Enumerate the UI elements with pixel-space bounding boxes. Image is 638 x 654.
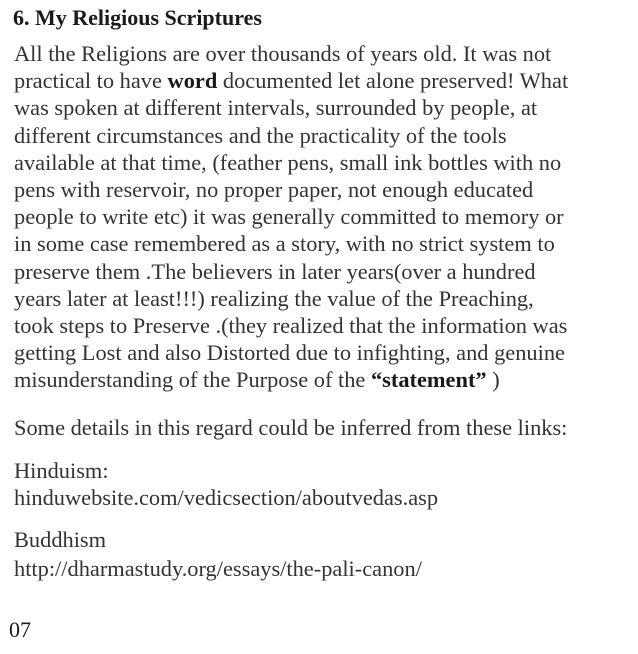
emphasis-word: word bbox=[167, 68, 218, 94]
paragraph-text: documented let alone preserved! What bbox=[217, 68, 569, 94]
body-paragraph bbox=[14, 40, 638, 394]
paragraph-line: All the Religions are over thousands of years old. It was not bbox=[14, 41, 552, 66]
paragraph-text: misunderstanding of the Purpose of the bbox=[14, 367, 371, 393]
reference-hinduism-link[interactable]: hinduwebsite.com/vedicsection/aboutvedas.asp bbox=[14, 485, 439, 510]
paragraph-line bbox=[14, 366, 638, 393]
paragraph-line: people to write etc) it was generally committed to memory or bbox=[14, 204, 564, 230]
paragraph-line: pens with reservoir, no proper paper, not enough educated bbox=[14, 177, 534, 203]
paragraph-line: available at that time, (feather pens, small ink bottles with no bbox=[14, 149, 562, 175]
paragraph-line bbox=[14, 67, 638, 94]
section-heading: 6. My Religious Scriptures bbox=[13, 5, 262, 30]
paragraph-line: years later at least!!!) realizing the value of the Preaching, bbox=[14, 285, 534, 311]
paragraph-text: practical to have bbox=[14, 68, 168, 94]
emphasis-statement: “statement” bbox=[370, 367, 487, 393]
paragraph-line: getting Lost and also Distorted due to infighting, and genuine bbox=[14, 340, 565, 366]
paragraph-line: in some case remembered as a story, with no strict system to bbox=[14, 231, 555, 257]
paragraph-line: different circumstances and the practicality of the tools bbox=[14, 122, 507, 148]
paragraph-line: preserve them .The believers in later years(over a hundred bbox=[14, 258, 536, 284]
page-number: 07 bbox=[9, 617, 31, 642]
links-intro: Some details in this regard could be inferred from these links: bbox=[14, 415, 568, 440]
reference-buddhism-link[interactable]: http://dharmastudy.org/essays/the-pali-canon/ bbox=[14, 556, 422, 581]
paragraph-line: took steps to Preserve .(they realized that the information was bbox=[14, 313, 568, 339]
reference-buddhism-label: Buddhism bbox=[14, 527, 107, 552]
paragraph-text: ) bbox=[486, 367, 500, 393]
paragraph-line: was spoken at different intervals, surrounded by people, at bbox=[14, 95, 538, 121]
reference-hinduism-label: Hinduism: bbox=[14, 458, 109, 483]
